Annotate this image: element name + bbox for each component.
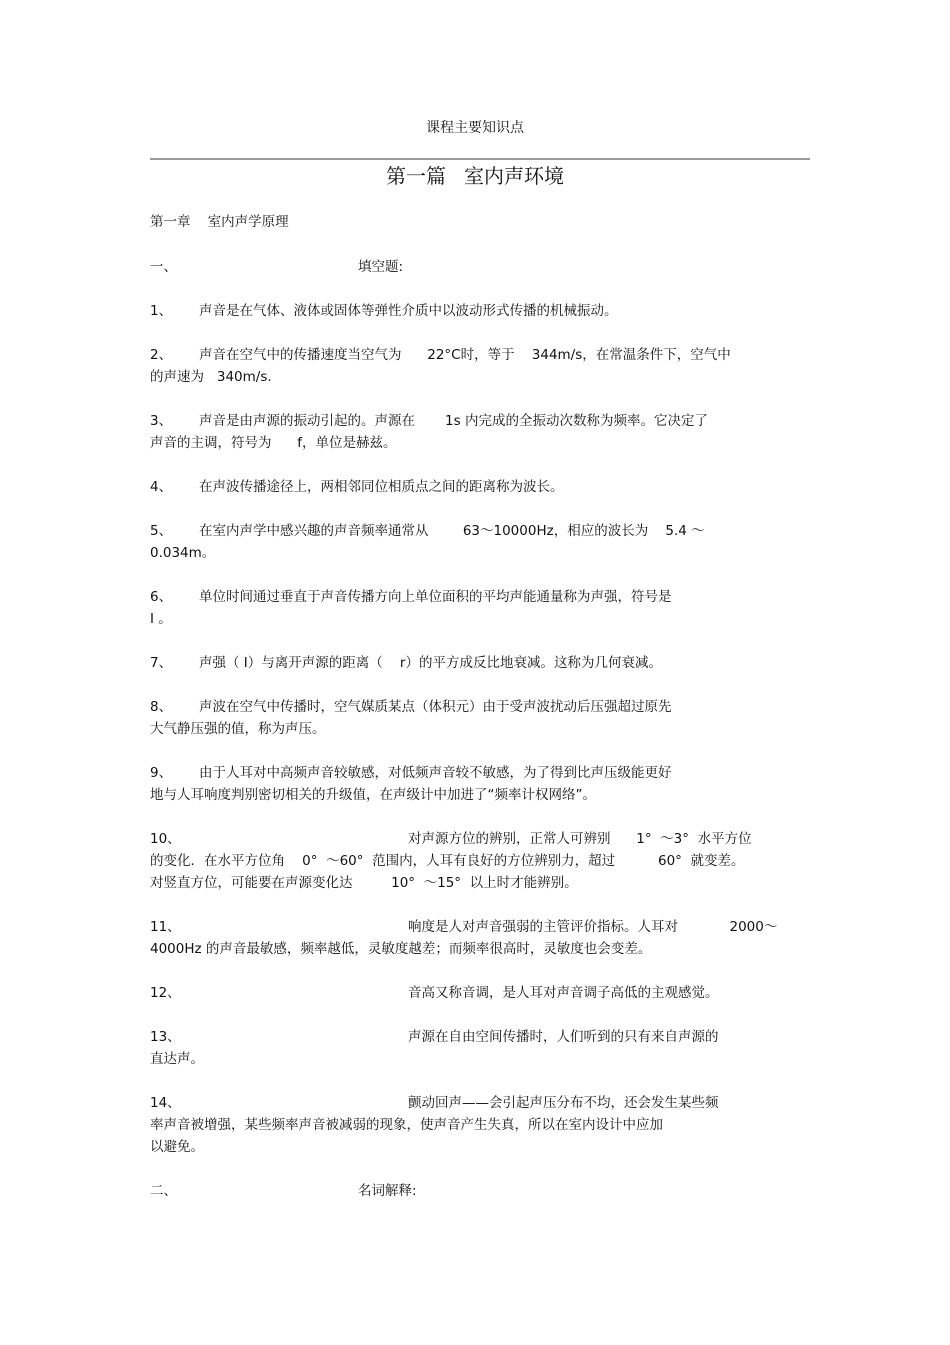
part-title <box>0 161 950 191</box>
item-number: 5、 <box>150 523 173 539</box>
title-divider <box>150 158 810 160</box>
item-text: 由于人耳对中高频声音较敏感，对低频声音较不敏感，为了得到比声压级能更好 <box>199 765 672 781</box>
item-number: 12、 <box>150 985 181 1001</box>
item-number: 10、 <box>150 831 181 847</box>
item-text-continued: 的声速为 340m/s. <box>150 369 272 385</box>
item-text: 声波在空气中传播时，空气媒质某点（体积元）由于受声波扰动后压强超过原先 <box>199 699 672 715</box>
item-text-continued: 率声音被增强，某些频率声音被减弱的现象，使声音产生失真，所以在室内设计中应加 <box>150 1117 663 1133</box>
item-text-continued: 4000Hz 的声音最敏感，频率越低，灵敏度越差；而频率很高时，灵敏度也会变差。 <box>150 941 652 957</box>
item-text-continued: 对竖直方位，可能要在声源变化达 10° ～15° 以上时才能辨别。 <box>150 875 578 891</box>
item-text-continued: 声音的主调，符号为 f，单位是赫兹。 <box>150 435 397 451</box>
item-text: 声音在空气中的传播速度当空气为 22°C时，等于 344m/s，在常温条件下，空气中 <box>199 347 731 363</box>
section-label: 填空题: <box>358 259 404 275</box>
item-text: 声音是由声源的振动引起的。声源在 1s 内完成的全振动次数称为频率。它决定了 <box>199 413 708 429</box>
item-text: 声源在自由空间传播时，人们听到的只有来自声源的 <box>408 1029 719 1045</box>
item-number: 9、 <box>150 765 173 781</box>
chapter-heading <box>150 211 289 233</box>
course-title: 课程主要知识点 <box>426 120 524 136</box>
item-text-continued: 以避免。 <box>150 1139 204 1155</box>
item-number: 14、 <box>150 1095 181 1111</box>
item-text-continued: 地与人耳响度判别密切相关的升级值，在声级计中加进了“频率计权网络”。 <box>150 787 596 803</box>
section-number: 一、 <box>150 259 177 275</box>
item-number: 4、 <box>150 479 173 495</box>
item-text: 声音是在气体、液体或固体等弹性介质中以波动形式传播的机械振动。 <box>199 303 618 319</box>
section-label: 名词解释: <box>358 1183 417 1199</box>
item-text: 在声波传播途径上，两相邻同位相质点之间的距离称为波长。 <box>199 479 564 495</box>
chapter-name: 室内声学原理 <box>207 214 289 230</box>
item-text: 单位时间通过垂直于声音传播方向上单位面积的平均声能通量称为声强，符号是 <box>199 589 672 605</box>
item-number: 7、 <box>150 655 173 671</box>
item-text-continued: I 。 <box>150 611 172 627</box>
item-number: 11、 <box>150 919 181 935</box>
item-number: 2、 <box>150 347 173 363</box>
item-number: 3、 <box>150 413 173 429</box>
item-text-continued: 的变化．在水平方位角 0° ～60° 范围内，人耳有良好的方位辨别力，超过 60° 就变差。 <box>150 853 745 869</box>
item-number: 8、 <box>150 699 173 715</box>
item-number: 13、 <box>150 1029 181 1045</box>
item-text: 响度是人对声音强弱的主管评价指标。人耳对 2000～ <box>408 919 778 935</box>
item-text: 在室内声学中感兴趣的声音频率通常从 63～10000Hz，相应的波长为 5.4 ～ <box>199 523 705 539</box>
item-number: 1、 <box>150 303 173 319</box>
item-text: 音高又称音调，是人耳对声音调子高低的主观感觉。 <box>408 985 719 1001</box>
item-text-continued: 直达声。 <box>150 1051 204 1067</box>
part-prefix: 第一篇 <box>386 164 446 188</box>
chapter-prefix: 第一章 <box>150 214 191 230</box>
part-name: 室内声环境 <box>464 164 564 188</box>
item-text: 颤动回声——会引起声压分布不均，还会发生某些频 <box>408 1095 719 1111</box>
item-text: 对声源方位的辨别，正常人可辨别 1° ～3° 水平方位 <box>408 831 752 847</box>
item-text: 声强（ I）与离开声源的距离（ r）的平方成反比地衰减。这称为几何衰减。 <box>199 655 662 671</box>
item-text-continued: 0.034m。 <box>150 545 216 561</box>
item-text-continued: 大气静压强的值，称为声压。 <box>150 721 326 737</box>
item-number: 6、 <box>150 589 173 605</box>
section-number: 二、 <box>150 1183 177 1199</box>
